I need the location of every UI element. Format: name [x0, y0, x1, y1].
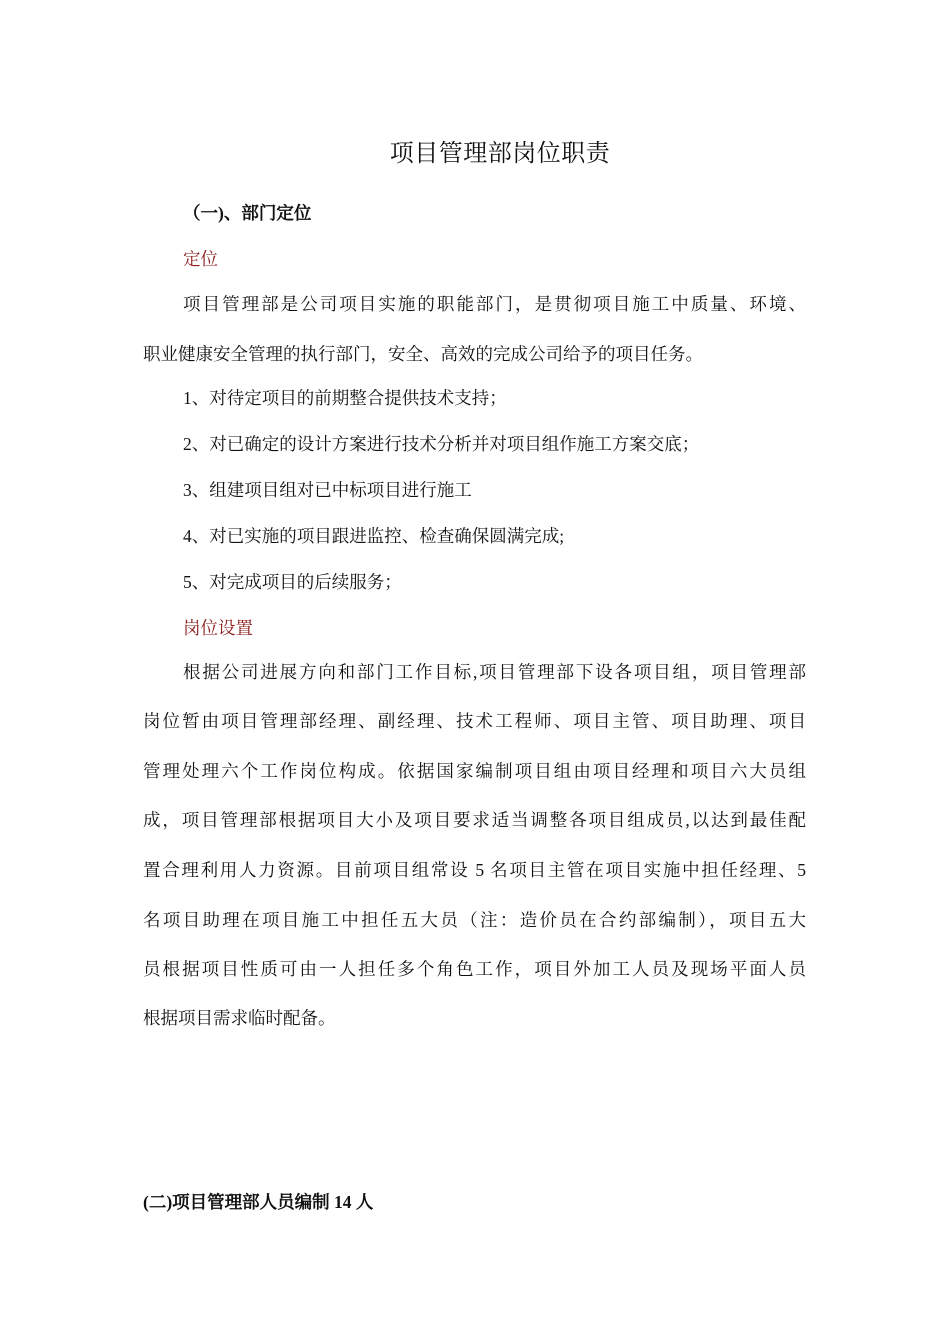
posts-paragraph-line: 名项目助理在项目施工中担任五大员（注：造价员在合约部编制），项目五大: [143, 910, 806, 930]
intro-paragraph-line-2: 职业健康安全管理的执行部门，安全、高效的完成公司给予的项目任务。: [143, 344, 703, 364]
section-heading-2: (二)项目管理部人员编制 14 人: [143, 1192, 374, 1212]
posts-paragraph-line: 管理处理六个工作岗位构成。依据国家编制项目组由项目经理和项目六大员组: [143, 761, 806, 781]
posts-paragraph-line: 根据项目需求临时配备。: [143, 1008, 336, 1028]
list-item: 2、对已确定的设计方案进行技术分析并对项目组作施工方案交底；: [183, 434, 700, 454]
intro-paragraph-line-1: 项目管理部是公司项目实施的职能部门，是贯彻项目施工中质量、环境、: [183, 294, 806, 314]
posts-paragraph-line: 置合理利用人力资源。目前项目组常设 5 名项目主管在项目实施中担任经理、5: [143, 860, 806, 880]
list-item: 1、对待定项目的前期整合提供技术支持；: [183, 388, 507, 408]
subheading-positioning: 定位: [183, 249, 218, 269]
posts-paragraph-line: 岗位暂由项目管理部经理、副经理、技术工程师、项目主管、项目助理、项目: [143, 711, 806, 731]
subheading-posts: 岗位设置: [183, 618, 253, 638]
posts-paragraph-line: 员根据项目性质可由一人担任多个角色工作，项目外加工人员及现场平面人员: [143, 959, 806, 979]
page-title: 项目管理部岗位职责: [389, 141, 611, 167]
section-heading-1: （一)、部门定位: [183, 203, 312, 223]
list-item: 4、对已实施的项目跟进监控、检查确保圆满完成;: [183, 526, 565, 546]
posts-paragraph-line: 成，项目管理部根据项目大小及项目要求适当调整各项目组成员,以达到最佳配: [143, 810, 806, 830]
list-item: 3、组建项目组对已中标项目进行施工: [183, 480, 472, 500]
posts-paragraph-line: 根据公司进展方向和部门工作目标,项目管理部下设各项目组，项目管理部: [183, 662, 806, 682]
list-item: 5、对完成项目的后续服务；: [183, 572, 402, 592]
